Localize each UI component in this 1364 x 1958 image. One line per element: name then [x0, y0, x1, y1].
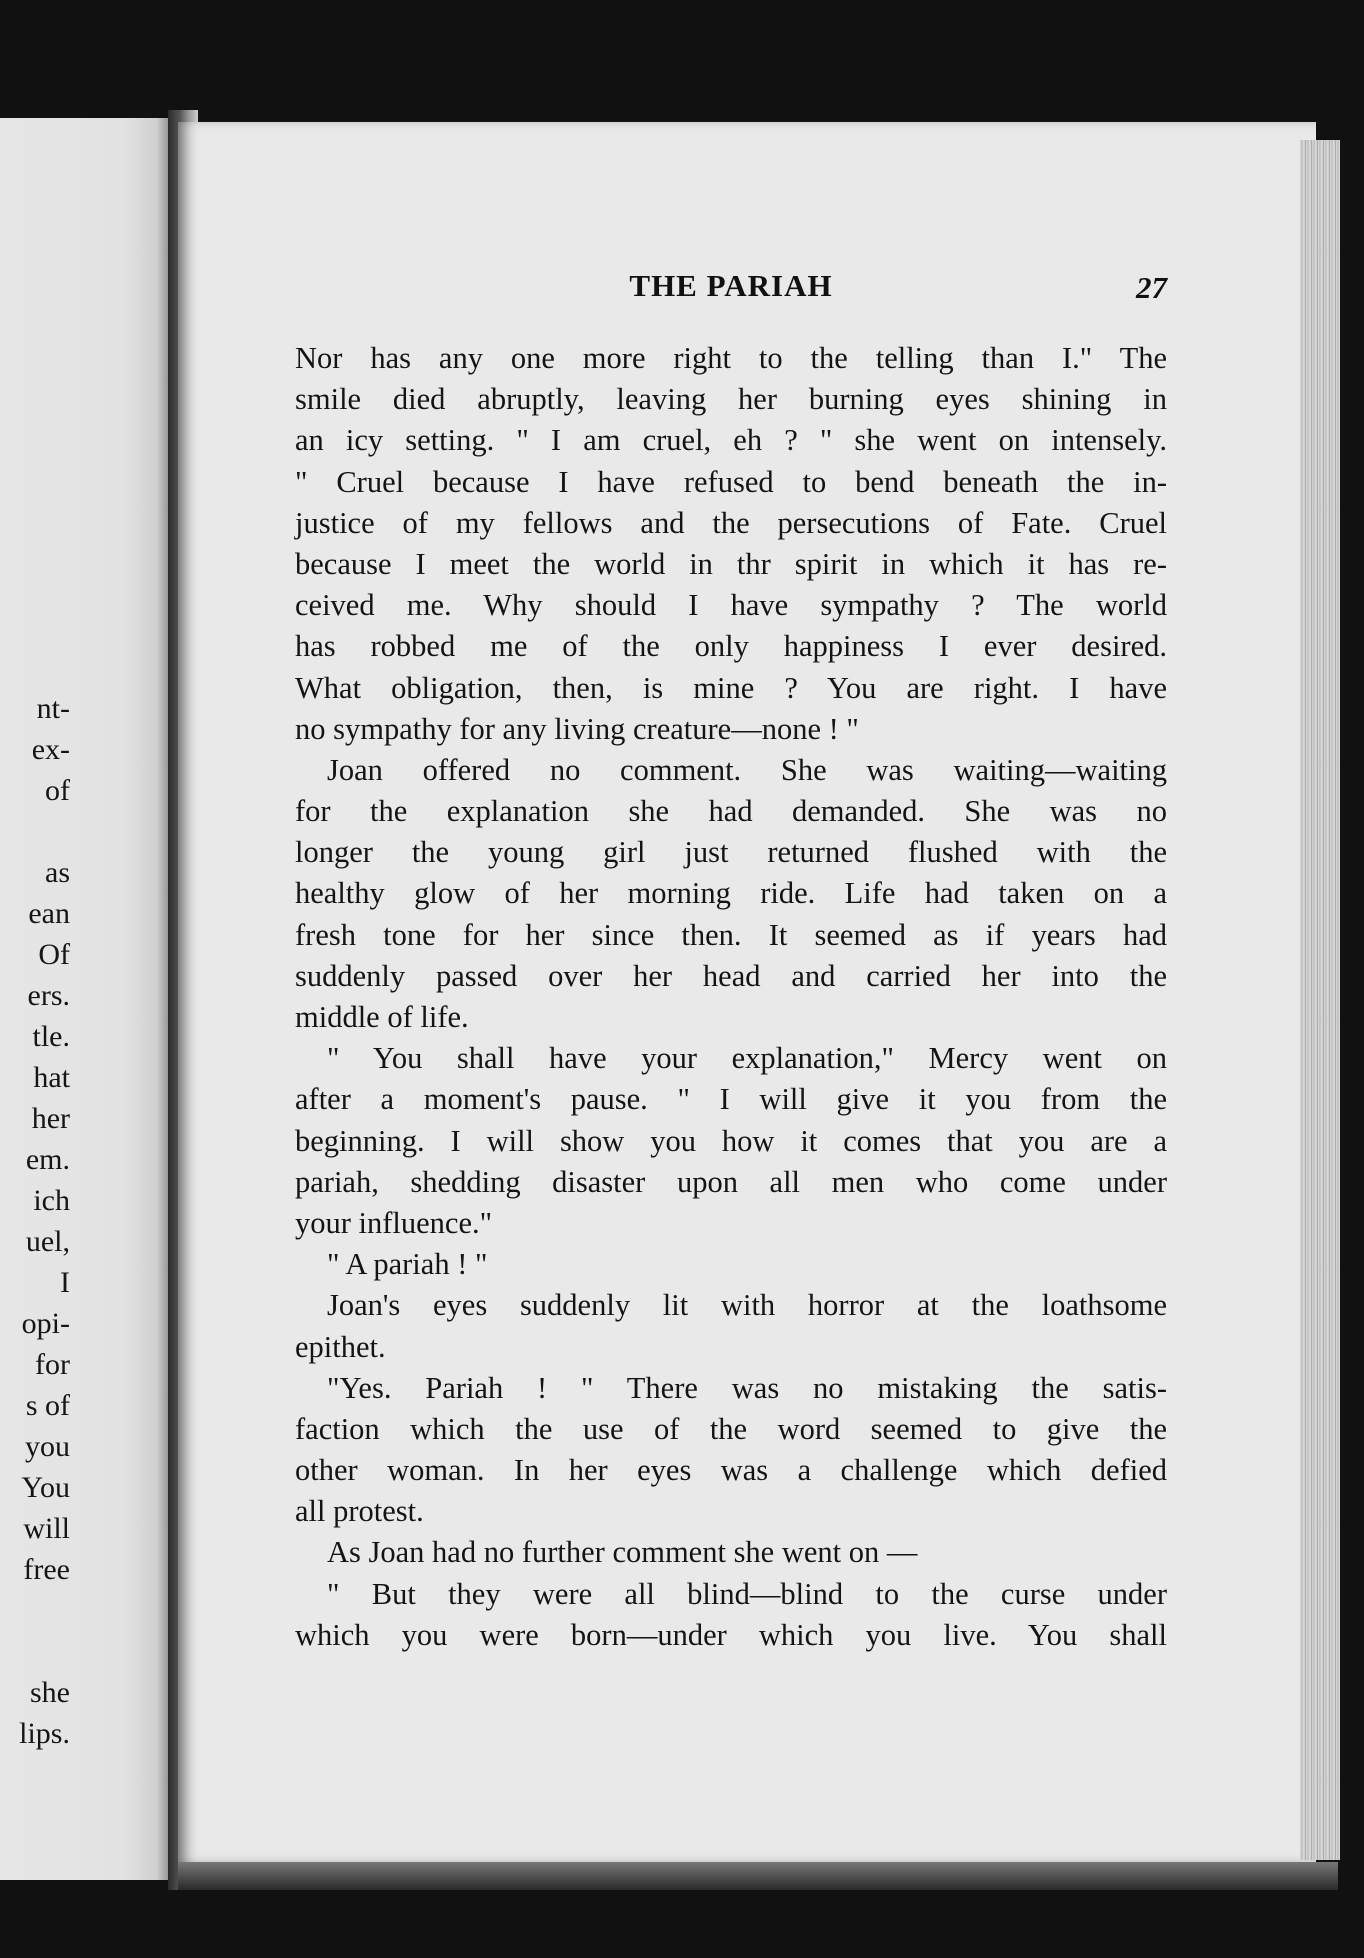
text-line: pariah, shedding disaster upon all men who come under [295, 1164, 1167, 1199]
text-line: " Cruel because I have refused to bend beneath the in- [295, 464, 1167, 499]
text-line: ceived me. Why should I have sympathy ? The world [295, 588, 1167, 623]
text-line: As Joan had no further comment she went on — [327, 1535, 918, 1570]
text-line: no sympathy for any living creature—none ! " [295, 711, 859, 746]
previous-page-fragment: You [21, 1471, 70, 1504]
text-line: healthy glow of her morning ride. Life had taken on a [295, 876, 1167, 911]
text-line: middle of life. [295, 1000, 469, 1034]
page-edges [1300, 140, 1340, 1860]
previous-page-fragment: s of [25, 1389, 70, 1422]
previous-page-fragment: ers. [27, 979, 70, 1012]
previous-page-fragment [0, 811, 70, 852]
previous-page-fragment: for [35, 1348, 70, 1381]
text-line: Nor has any one more right to the telling than I." The [295, 341, 1167, 375]
text-line: smile died abruptly, leaving her burning eyes shining in [295, 382, 1167, 417]
previous-page-fragment: ich [33, 1184, 70, 1217]
previous-page-fragment: uel, [25, 1225, 70, 1258]
previous-page-fragment: lips. [19, 1717, 70, 1750]
text-line: fresh tone for her since then. It seemed as if years had [295, 917, 1167, 952]
previous-page [0, 118, 178, 1880]
previous-page-fragment: her [31, 1102, 70, 1135]
text-line: because I meet the world in thr spirit in which it has re- [295, 546, 1167, 581]
text-line: all protest. [295, 1494, 424, 1529]
text-line: " But they were all blind—blind to the curse under [327, 1576, 1167, 1611]
page-number: 27 [1136, 270, 1167, 305]
previous-page-fragment: opi- [21, 1307, 70, 1340]
text-line: justice of my fellows and the persecutions of Fate. Cruel [295, 505, 1167, 540]
text-line: after a moment's pause. " I will give it you from the [295, 1082, 1167, 1117]
previous-page-fragment: she [30, 1676, 70, 1709]
previous-page-fragment: as [45, 856, 70, 889]
previous-page-fragment: Of [38, 938, 70, 971]
previous-page-fragment: tle. [32, 1020, 70, 1053]
text-line: which you were born—under which you live. You shall [295, 1617, 1167, 1652]
text-line: " You shall have your explanation," Mercy went on [327, 1041, 1167, 1076]
previous-page-fragment: free [23, 1553, 70, 1586]
text-line: has robbed me of the only happiness I ever desired. [295, 629, 1167, 664]
text-line: suddenly passed over her head and carried her into the [295, 958, 1167, 993]
previous-page-fragment: you [25, 1430, 70, 1463]
previous-page-fragment: em. [25, 1143, 70, 1176]
text-line: "Yes. Pariah ! " There was no mistaking the satis- [327, 1370, 1167, 1405]
text-line: Joan's eyes suddenly lit with horror at the loathsome [327, 1288, 1167, 1323]
previous-page-fragment: will [23, 1512, 70, 1545]
previous-page-fragment: hat [33, 1061, 70, 1094]
previous-page-fragment: ex- [31, 733, 70, 766]
text-line: epithet. [295, 1329, 386, 1364]
previous-page-fragment [0, 1590, 70, 1631]
previous-page-fragment: ean [28, 897, 70, 930]
text-line: other woman. In her eyes was a challenge which defied [295, 1453, 1167, 1488]
text-line: beginning. I will show you how it comes that you are a [295, 1123, 1167, 1158]
previous-page-fragment: I [60, 1266, 70, 1299]
previous-page-fragment [0, 1631, 70, 1672]
body-text [295, 338, 1167, 1656]
text-line: your influence." [295, 1205, 493, 1240]
text-line: What obligation, then, is mine ? You are right. I have [295, 670, 1167, 705]
previous-page-fragment: nt- [36, 692, 70, 725]
text-line: faction which the use of the word seemed to give the [295, 1411, 1167, 1446]
page-bottom-shadow [178, 1862, 1338, 1890]
page-header [295, 268, 1167, 312]
text-line: " A pariah ! " [327, 1247, 488, 1282]
text-line: longer the young girl just returned flushed with the [295, 835, 1167, 870]
running-head: THE PARIAH [629, 268, 833, 303]
previous-page-text [0, 688, 70, 1754]
previous-page-fragment: of [45, 774, 70, 807]
text-line: an icy setting. " I am cruel, eh ? " she went on intensely. [295, 423, 1167, 458]
text-line: for the explanation she had demanded. She was no [295, 794, 1167, 829]
text-line: Joan offered no comment. She was waiting—waiting [327, 752, 1167, 787]
